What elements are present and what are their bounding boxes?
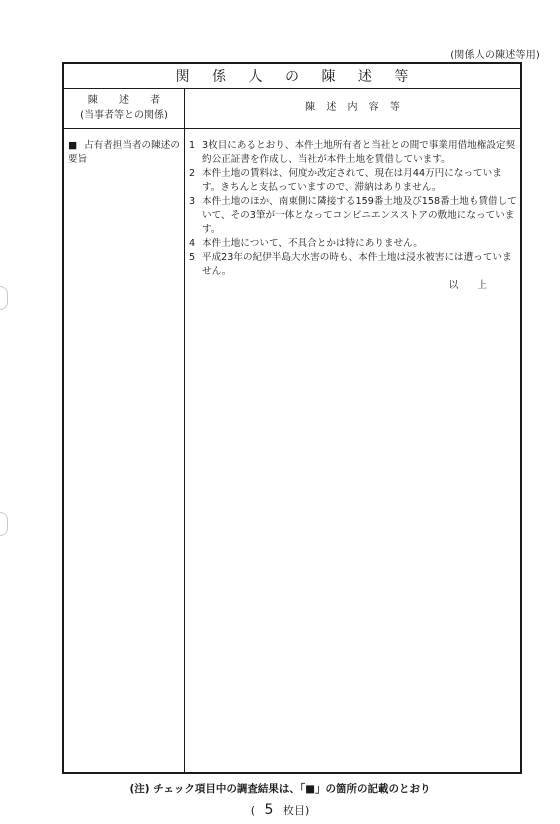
header-stater-label: 陳 述 者: [87, 95, 170, 106]
statement-item: [189, 251, 517, 279]
statement-item: [189, 167, 517, 195]
statement-content: [189, 139, 517, 293]
statement-item: [189, 195, 517, 237]
item-text: 3枚目にあるとおり、本件土地所有者と当社との間で事業用借地権設定契約公正証書を作成し、当社が本件土地を賃借しています。: [202, 140, 516, 165]
page-suffix: 枚目): [282, 804, 310, 817]
closing-mark: 以 上: [448, 280, 495, 291]
statement-item: [189, 139, 517, 167]
table-header-row: [64, 88, 520, 129]
item-text: 本件土地のほか、南東側に隣接する159番土地及び158番土地も賃借していて、その3筆が一体となってコンビニエンスストアの敷地になっています。: [202, 196, 517, 235]
item-number: 3: [189, 196, 196, 207]
stater-cell: [68, 139, 180, 167]
page-number-value: 5: [264, 802, 274, 818]
header-content-label: 陳 述 内 容 等: [305, 101, 404, 113]
item-number: 5: [189, 252, 196, 263]
item-number: 2: [189, 168, 196, 179]
item-text: 平成23年の紀伊半島大水害の時も、本件土地は浸水被害には遭っていません。: [202, 252, 512, 277]
table-title: 関 係 人 の 陳 述 等: [64, 64, 520, 89]
header-stater: [64, 88, 184, 128]
punch-hole-mark: [0, 512, 8, 536]
form-label: (関係人の陳述等用): [450, 50, 540, 61]
item-text: 本件土地の賃料は、何度か改定されて、現在は月44万円になっています。きちんと支払っていますので、滞納はありません。: [202, 168, 502, 193]
footnote: (注) チェック項目中の調査結果は、「■」の箇所の記載のとおり: [129, 783, 431, 795]
punch-hole-mark: [0, 286, 8, 310]
header-relation-label: (当事者等との関係): [80, 110, 168, 121]
item-text: 本件土地について、不具合とかは特にありません。: [202, 238, 423, 249]
item-number: 1: [189, 140, 196, 151]
statement-table: [62, 62, 522, 774]
statement-item: [189, 237, 517, 251]
page-open-paren: (: [250, 804, 256, 817]
column-divider: [184, 88, 185, 772]
item-number: 4: [189, 238, 196, 249]
page-number: [0, 802, 560, 818]
stater-text: 占有者担当者の陳述の要旨: [68, 140, 180, 165]
checked-square-icon: ■: [68, 140, 78, 151]
